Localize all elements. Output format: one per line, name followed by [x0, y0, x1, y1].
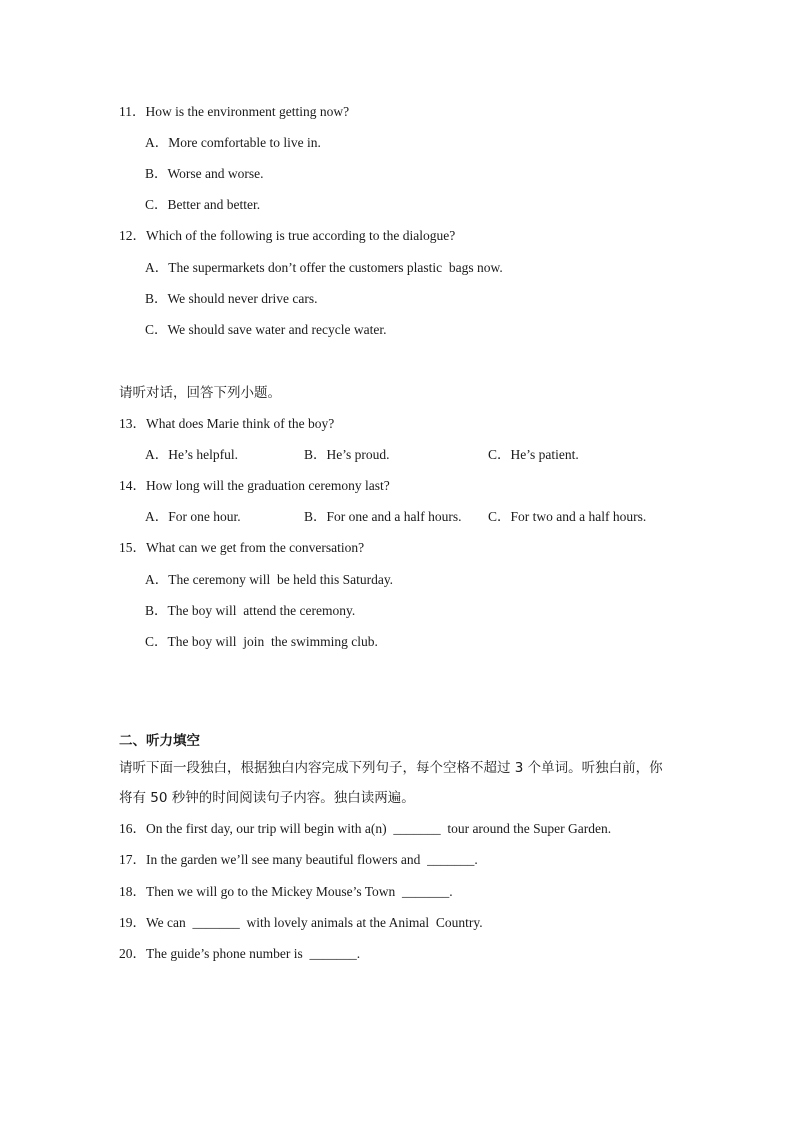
dialogue-instruction: 请听对话，回答下列小题。 — [119, 385, 281, 401]
fill-item-20: 20．The guide’s phone number is _______. — [119, 946, 361, 961]
q15-option-c: C．The boy will join the swimming club. — [145, 634, 378, 649]
fill-item-17: 17．In the garden we’ll see many beautiful flowers and _______. — [119, 852, 478, 867]
question-13: 13．What does Marie think of the boy? — [119, 416, 335, 431]
q14-option-c: C．For two and a half hours. — [488, 509, 647, 524]
question-14: 14．How long will the graduation ceremony last? — [119, 478, 390, 493]
section-heading: 二、听力填空 — [119, 733, 200, 749]
question-12: 12．Which of the following is true according to the dialogue? — [119, 228, 456, 243]
q15-option-b: B．The boy will attend the ceremony. — [145, 603, 356, 618]
fill-item-18: 18．Then we will go to the Mickey Mouse’s Town _______. — [119, 884, 453, 899]
q15-option-a: A．The ceremony will be held this Saturday. — [145, 572, 394, 587]
q11-option-b: B．Worse and worse. — [145, 166, 264, 181]
q12-option-c: C．We should save water and recycle water. — [145, 322, 387, 337]
fill-item-16: 16．On the first day, our trip will begin with a(n) _______ tour around the Super Garden. — [119, 821, 612, 836]
section-instruction-line2: 将有 50 秒钟的时间阅读句子内容。独白读两遍。 — [119, 790, 415, 806]
fill-item-19: 19．We can _______ with lovely animals at the Animal Country. — [119, 915, 483, 930]
q14-option-b: B．For one and a half hours. — [304, 509, 462, 524]
q13-option-b: B．He’s proud. — [304, 447, 390, 462]
q12-option-b: B．We should never drive cars. — [145, 291, 318, 306]
q12-option-a: A．The supermarkets don’t offer the customers plastic bags now. — [145, 260, 503, 275]
q13-option-c: C．He’s patient. — [488, 447, 579, 462]
question-11: 11．How is the environment getting now? — [119, 104, 350, 119]
q11-option-c: C．Better and better. — [145, 197, 261, 212]
q14-option-a: A．For one hour. — [145, 509, 241, 524]
q11-option-a: A．More comfortable to live in. — [145, 135, 321, 150]
section-instruction-line1: 请听下面一段独白，根据独白内容完成下列句子，每个空格不超过 3 个单词。听独白前，你 — [119, 760, 663, 776]
q13-option-a: A．He’s helpful. — [145, 447, 238, 462]
question-15: 15．What can we get from the conversation? — [119, 540, 365, 555]
